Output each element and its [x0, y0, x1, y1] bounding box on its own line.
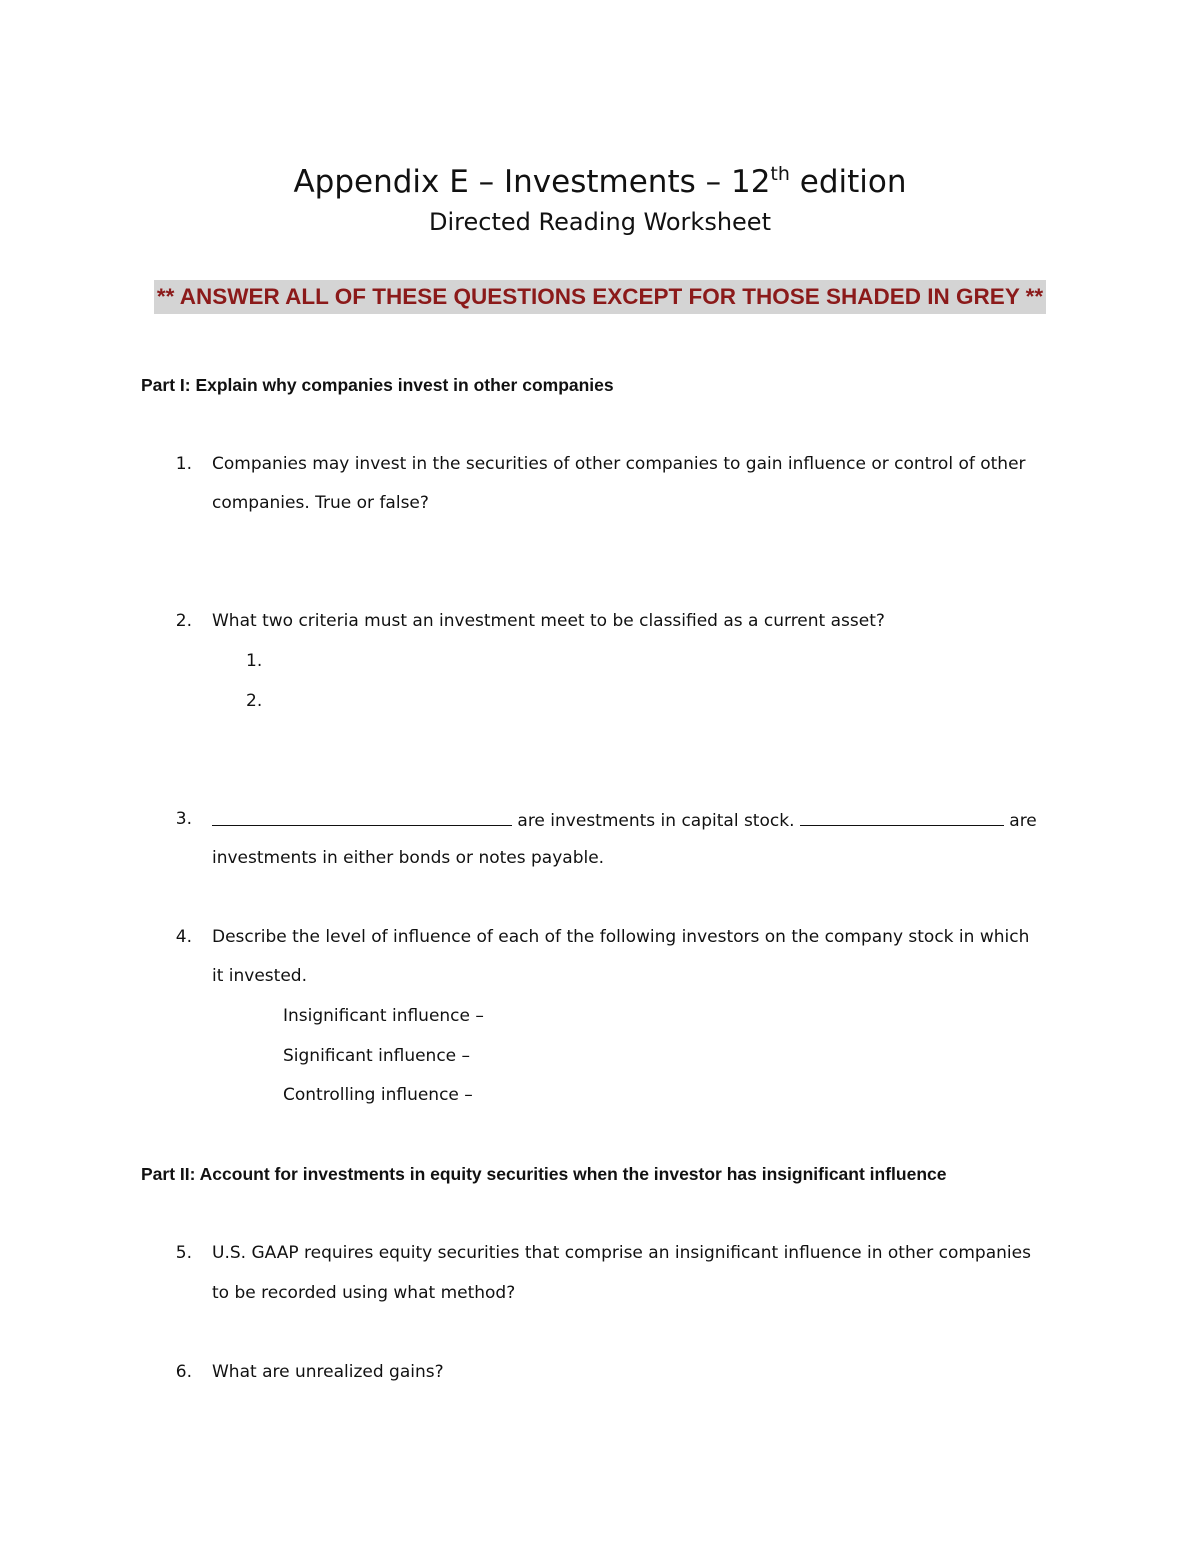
question-1-line-2: companies. True or false? [212, 493, 429, 513]
question-3-middle-text: are investments in capital stock. [512, 811, 800, 831]
question-2-answer-1: 1. [246, 651, 263, 671]
question-3-end-text: are [1003, 811, 1037, 831]
part-2-heading: Part II: Account for investments in equity securities when the investor has insignificant influence [141, 1164, 947, 1184]
question-5-line-2: to be recorded using what method? [212, 1283, 516, 1303]
question-4-line-1: Describe the level of influence of each of the following investors on the company stock in which [212, 927, 1030, 947]
question-3-number: 3. [175, 809, 192, 829]
question-2-answer-2: 2. [246, 691, 263, 711]
page-subtitle: Directed Reading Worksheet [429, 208, 771, 236]
question-3-line-1 [212, 807, 1037, 833]
influence-insignificant: Insignificant influence – [283, 1006, 484, 1026]
part-1-heading: Part I: Explain why companies invest in other companies [141, 375, 614, 395]
title-edition: edition [789, 164, 907, 200]
question-1-number: 1. [175, 454, 192, 474]
question-2-number: 2. [175, 611, 192, 631]
fill-in-blank-2[interactable] [800, 807, 1004, 826]
fill-in-blank-1[interactable] [212, 807, 512, 826]
question-5-number: 5. [175, 1243, 192, 1263]
instruction-banner: ** ANSWER ALL OF THESE QUESTIONS EXCEPT FOR THOSE SHADED IN GREY ** [154, 280, 1046, 314]
question-1-line-1: Companies may invest in the securities of other companies to gain influence or control of other [212, 454, 1026, 474]
question-6-text: What are unrealized gains? [212, 1362, 444, 1382]
question-2-text: What two criteria must an investment meet to be classified as a current asset? [212, 611, 885, 631]
influence-controlling: Controlling influence – [283, 1085, 473, 1105]
question-4-line-2: it invested. [212, 966, 307, 986]
title-superscript: th [770, 163, 790, 185]
page-title [0, 161, 1200, 203]
title-text: Appendix E – Investments – 12 [293, 164, 771, 200]
question-3-line-2: investments in either bonds or notes payable. [212, 848, 605, 868]
question-4-number: 4. [175, 927, 192, 947]
question-6-number: 6. [175, 1362, 192, 1382]
influence-significant: Significant influence – [283, 1046, 471, 1066]
question-5-line-1: U.S. GAAP requires equity securities that comprise an insignificant influence in other companies [212, 1243, 1031, 1263]
